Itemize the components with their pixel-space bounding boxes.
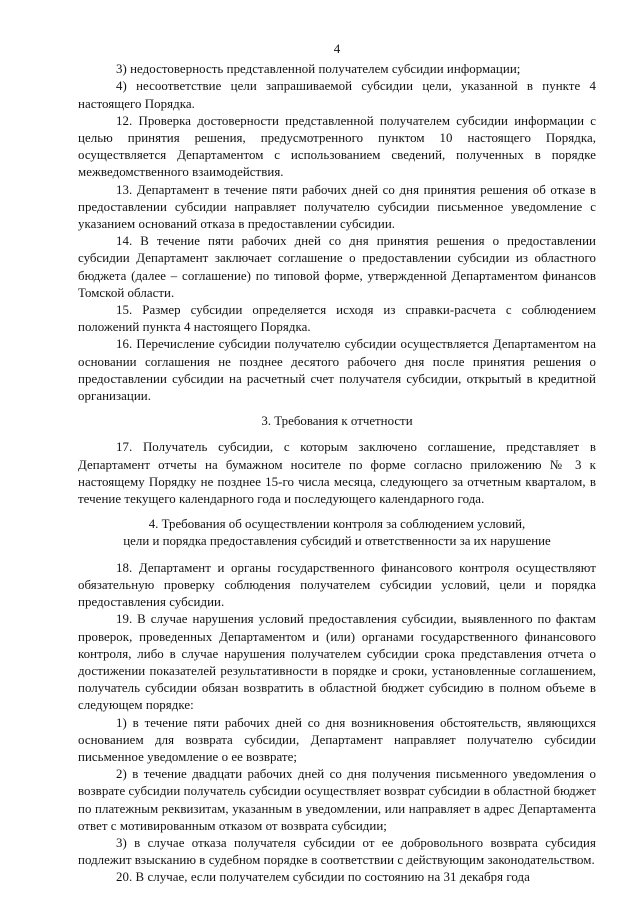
- section-4-heading: [78, 516, 596, 550]
- section-3-heading: [78, 413, 596, 430]
- paragraph-15: 15. Размер субсидии определяется исходя из справки-расчета с соблюдением положений пункта 4 настоящего Порядка.: [78, 303, 596, 335]
- section-4-title-line-2: цели и порядка предоставления субсидий и ответственности за их нарушение: [123, 534, 551, 549]
- paragraph-19-item-1: 1) в течение пяти рабочих дней со дня возникновения обстоятельств, являющихся основанием для возврата субсидии, Департамент направляет получателю субсидии письменное уведомление о ее возврате;: [78, 715, 596, 764]
- paragraph-19: 19. В случае нарушения условий предоставления субсидии, выявленного по фактам проверок, проведенных Департаментом и (или) органами государственного финансового контроля, либо в случае нарушения получателем субсидии срока представления отчета о достижении показателей результативности в порядке и сроки, установленные соглашением, получатель субсидии обязан возвратить в областной бюджет субсидию в полном объеме в следующем порядке:: [78, 612, 596, 713]
- paragraph-item-4: 4) несоответствие цели запрашиваемой субсидии цели, указанной в пункте 4 настоящего Порядка.: [78, 79, 596, 111]
- paragraph-16: 16. Перечисление субсидии получателю субсидии осуществляется Департаментом на основании соглашения не позднее десятого рабочего дня после принятия решения о предоставлении субсидии на расчетный счет получателя субсидии, открытый в кредитной организации.: [78, 337, 596, 404]
- paragraph-item-3: 3) недостоверность представленной получателем субсидии информации;: [116, 62, 521, 77]
- paragraph-13: 13. Департамент в течение пяти рабочих дней со дня принятия решения об отказе в предоставлении субсидии направляет получателю субсидии письменное уведомление с указанием оснований отказа в предоставлении субсидии.: [78, 182, 596, 232]
- paragraph-17: 17. Получатель субсидии, с которым заключено соглашение, представляет в Департамент отчеты на бумажном носителе по форме согласно приложению № 3 к настоящему Порядку не позднее 15-го числа месяца, следующего за отчетным кварталом, в течение текущего календарного года и последующего календарного года.: [78, 440, 596, 507]
- paragraph-18: 18. Департамент и органы государственного финансового контроля осуществляют обязательную проверку соблюдения получателем субсидии условий, цели и порядка предоставления субсидии.: [78, 560, 596, 610]
- paragraph-19-item-2: 2) в течение двадцати рабочих дней со дня получения письменного уведомления о возврате субсидии получатель субсидии осуществляет возврат субсидии в областной бюджет по платежным реквизитам, указанным в уведомлении, или направляет в адрес Департамента ответ с мотивированным отказом от возврата субсидии;: [78, 767, 596, 833]
- document-page: [78, 40, 596, 887]
- page-number: 4: [333, 41, 341, 56]
- paragraph-20: 20. В случае, если получателем субсидии по состоянию на 31 декабря года: [116, 870, 530, 885]
- section-4-title-line-1: 4. Требования об осуществлении контроля за соблюдением условий,: [148, 517, 526, 532]
- paragraph-12: 12. Проверка достоверности представленной получателем субсидии информации с целью принятия решения, предусмотренного пунктом 10 настоящего Порядка, осуществляется Департаментом с использованием сведений, полученных в порядке межведомственного взаимодействия.: [78, 113, 596, 180]
- section-3-title: 3. Требования к отчетности: [261, 414, 413, 429]
- paragraph-14: 14. В течение пяти рабочих дней со дня принятия решения о предоставлении субсидии Департамент заключает соглашение о предоставлении субсидии из областного бюджета (далее – соглашение) по типовой форме, утвержденной Департаментом финансов Томской области.: [78, 234, 596, 300]
- paragraph-19-item-3: 3) в случае отказа получателя субсидии от ее добровольного возврата субсидия подлежит взысканию в судебном порядке в соответствии с действующим законодательством.: [78, 835, 596, 868]
